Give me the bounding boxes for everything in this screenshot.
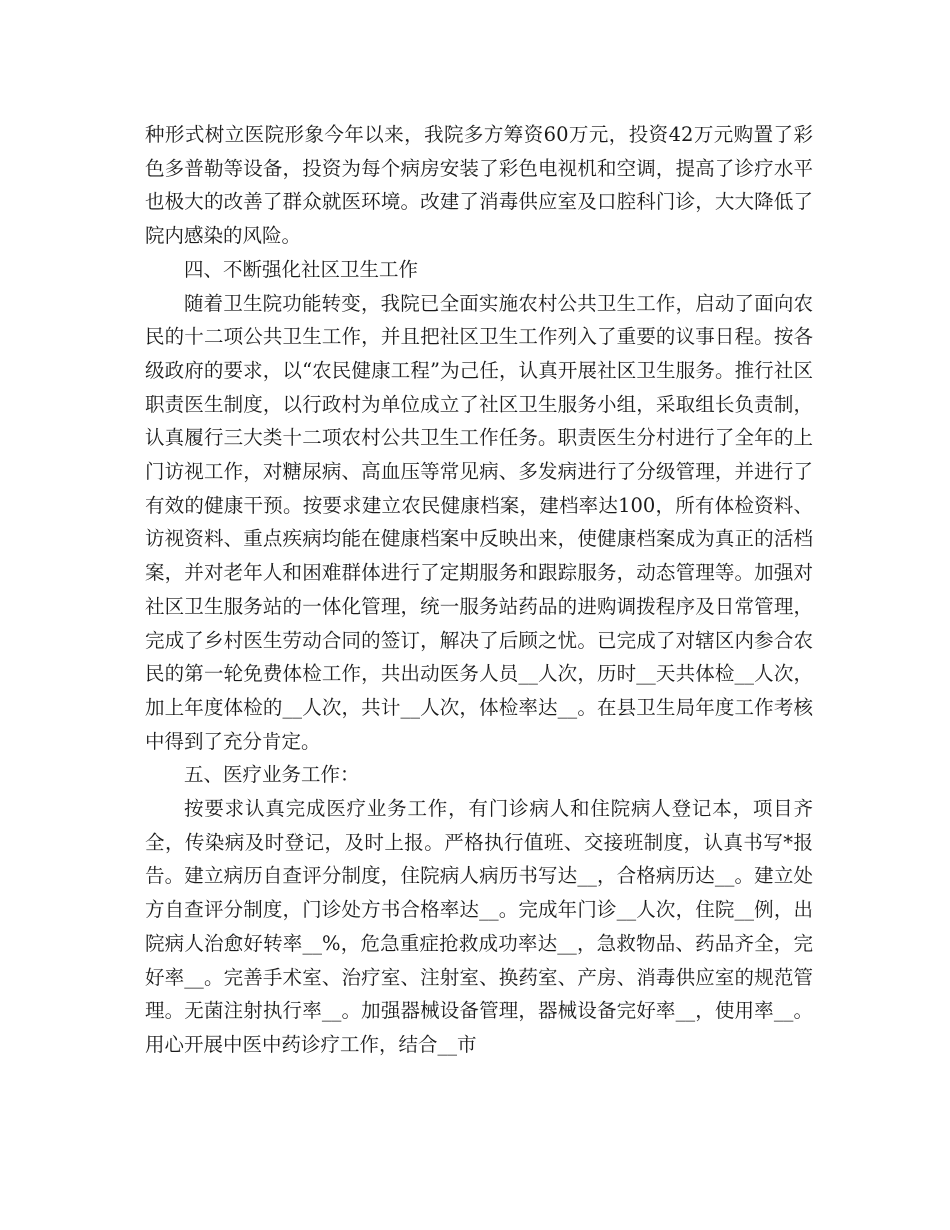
section-heading-medical-work: 五、医疗业务工作： bbox=[184, 763, 360, 787]
section-heading-community-health: 四、不断强化社区卫生工作 bbox=[184, 257, 419, 281]
paragraph-medical-work: 按要求认真完成医疗业务工作，有门诊病人和住院病人登记本，项目齐全，传染病及时登记，及时上报。严格执行值班、交接班制度，认真书写*报告。建立病历自查评分制度，住院病人病历书写达__，合格病历达__。建立处方自查评分制度，门诊处方书合格率达__。完成年门诊__人次，住院__例，出院病人治愈好转率__%，危急重症抢救成功率达__，急救物品、药品齐全，完好率__。完善手术室、治疗室、注射室、换药室、产房、消毒供应室的规范管理。无菌注射执行率__。加强器械设备管理，器械设备完好率__，使用率__。用心开展中医中药诊疗工作，结合__市 bbox=[145, 797, 813, 1056]
paragraph-community-health: 随着卫生院功能转变，我院已全面实施农村公共卫生工作，启动了面向农民的十二项公共卫生工作，并且把社区卫生工作列入了重要的议事日程。按各级政府的要求，以“农民健康工程”为己任，认真开展社区卫生服务。推行社区职责医生制度，以行政村为单位成立了社区卫生服务小组，采取组长负责制，认真履行三大类十二项农村公共卫生工作任务。职责医生分村进行了全年的上门访视工作，对糖尿病、高血压等常见病、多发病进行了分级管理，并进行了有效的健康干预。按要求建立农民健康档案，建档率达100，所有体检资料、访视资料、重点疾病均能在健康档案中反映出来，使健康档案成为真正的活档案，并对老年人和困难群体进行了定期服务和跟踪服务，动态管理等。加强对社区卫生服务站的一体化管理，统一服务站药品的进购调拨程序及日常管理，完成了乡村医生劳动合同的签订，解决了后顾之忧。已完成了对辖区内参合农民的第一轮免费体检工作，共出动医务人员__人次，历时__天共体检__人次，加上年度体检的__人次，共计__人次，体检率达__。在县卫生局年度工作考核中得到了充分肯定。 bbox=[145, 291, 813, 753]
paragraph-continuation: 种形式树立医院形象今年以来，我院多方筹资60万元，投资42万元购置了彩色多普勒等设备，投资为每个病房安装了彩色电视机和空调，提高了诊疗水平也极大的改善了群众就医环境。改建了消毒供应室及口腔科门诊，大大降低了院内感染的风险。 bbox=[145, 123, 813, 248]
document-page bbox=[145, 118, 813, 1062]
